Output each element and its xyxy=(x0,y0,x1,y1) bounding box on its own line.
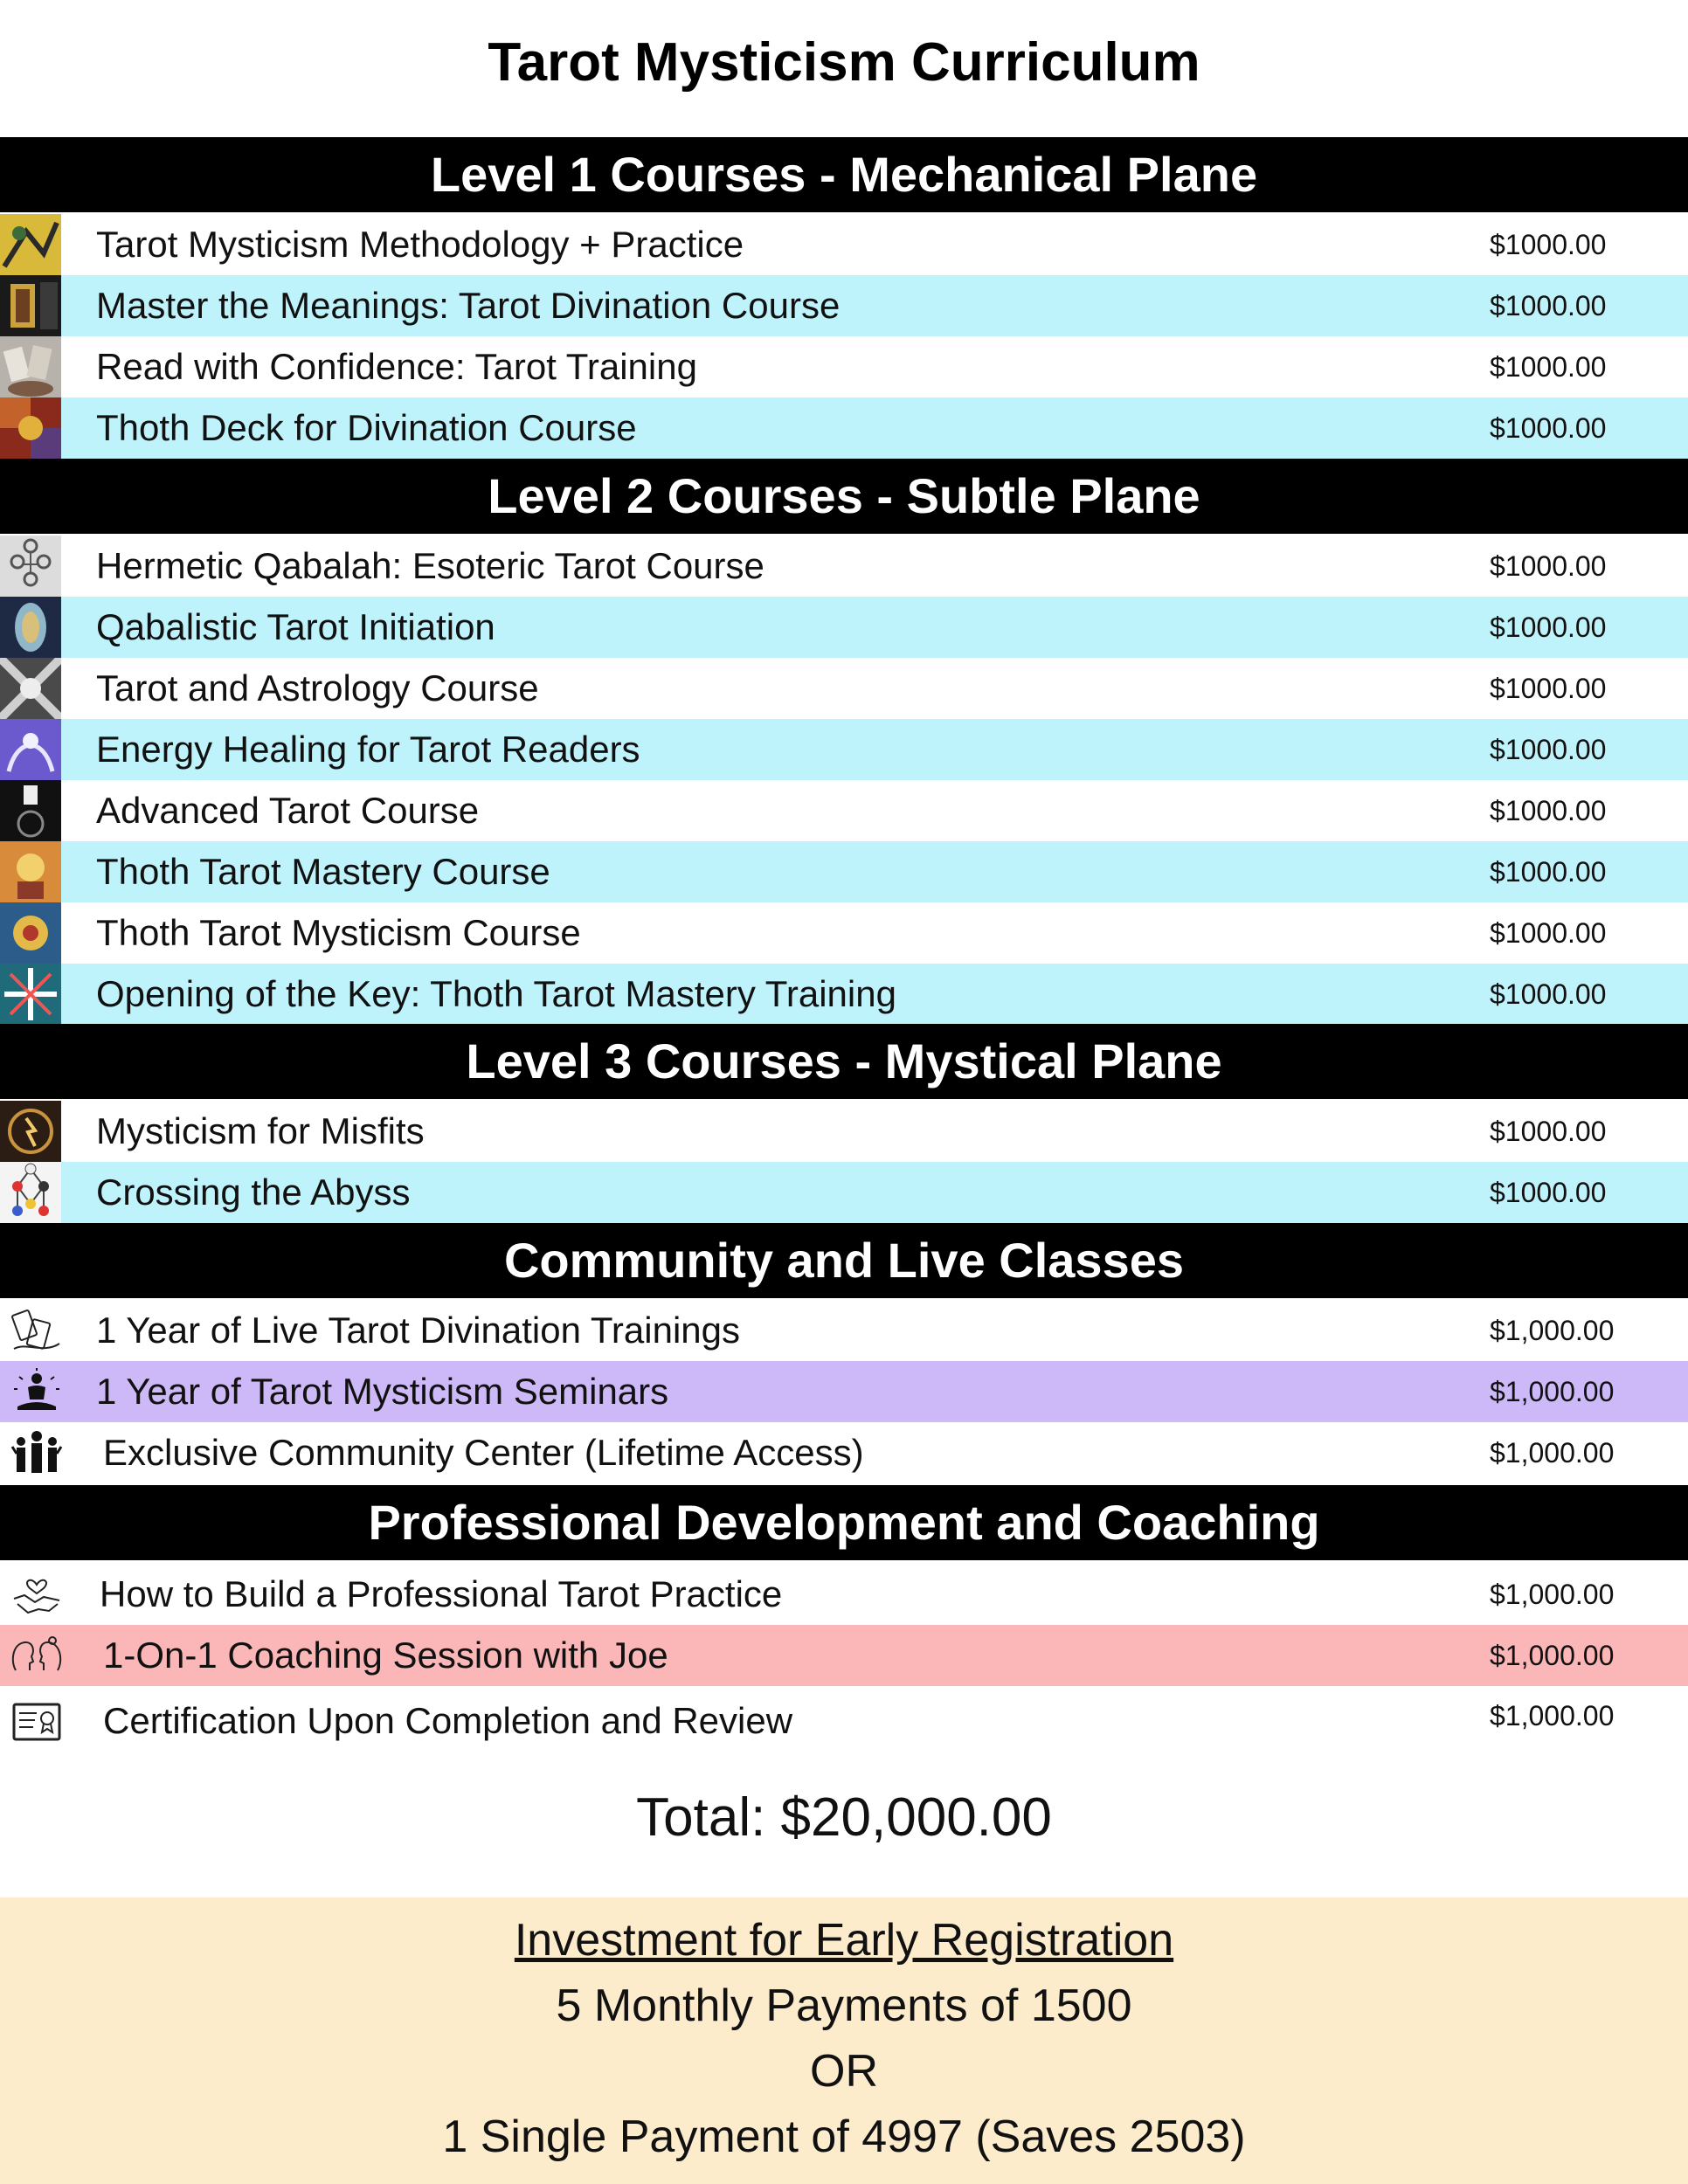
meditation-icon xyxy=(9,1366,65,1417)
course-thumbnail xyxy=(0,536,61,597)
list-item xyxy=(0,1162,1688,1223)
two-heads-icon xyxy=(9,1630,65,1681)
course-price: $1000.00 xyxy=(1490,412,1607,444)
handshake-heart-icon xyxy=(9,1569,65,1620)
section-heading-professional: Professional Development and Coaching xyxy=(0,1485,1688,1560)
investment-panel xyxy=(0,1897,1688,2184)
payment-option-separator: OR xyxy=(810,2046,878,2097)
course-title: Read with Confidence: Tarot Training xyxy=(96,346,697,387)
community-icon xyxy=(9,1427,65,1478)
course-price: $1000.00 xyxy=(1490,673,1607,704)
list-item xyxy=(0,1361,1688,1422)
course-price: $1000.00 xyxy=(1490,612,1607,643)
course-price: $1000.00 xyxy=(1490,351,1607,383)
list-item xyxy=(0,1300,1688,1361)
course-title: Mysticism for Misfits xyxy=(96,1110,425,1151)
list-item xyxy=(0,1625,1688,1686)
course-thumbnail xyxy=(0,841,61,902)
course-title: Thoth Deck for Divination Course xyxy=(96,407,637,448)
course-title: Tarot Mysticism Methodology + Practice xyxy=(96,224,744,265)
list-item xyxy=(0,1101,1688,1162)
course-title: Energy Healing for Tarot Readers xyxy=(96,729,640,770)
item-title: How to Build a Professional Tarot Practice xyxy=(100,1573,783,1614)
course-price: $1000.00 xyxy=(1490,856,1607,888)
item-price: $1,000.00 xyxy=(1490,1315,1615,1346)
course-title: Advanced Tarot Course xyxy=(96,790,480,831)
list-item xyxy=(0,1422,1688,1483)
course-thumbnail xyxy=(0,1101,61,1162)
item-price: $1,000.00 xyxy=(1490,1437,1615,1469)
list-item xyxy=(0,1564,1688,1625)
course-title: Hermetic Qabalah: Esoteric Tarot Course xyxy=(96,545,764,586)
course-thumbnail xyxy=(0,597,61,658)
course-title: Thoth Tarot Mastery Course xyxy=(96,851,550,892)
course-thumbnail xyxy=(0,275,61,336)
course-price: $1000.00 xyxy=(1490,795,1607,826)
course-thumbnail xyxy=(0,719,61,780)
course-thumbnail xyxy=(0,658,61,719)
course-title: Opening of the Key: Thoth Tarot Mastery Training xyxy=(96,973,896,1014)
list-item xyxy=(0,1690,1688,1752)
course-title: Qabalistic Tarot Initiation xyxy=(96,606,495,647)
list-item xyxy=(0,902,1688,964)
list-item xyxy=(0,964,1688,1025)
payment-option-single: 1 Single Payment of 4997 (Saves 2503) xyxy=(442,2111,1246,2162)
section-heading-community: Community and Live Classes xyxy=(0,1223,1688,1298)
total-price: Total: $20,000.00 xyxy=(636,1787,1052,1848)
course-title: Thoth Tarot Mysticism Course xyxy=(96,912,581,953)
list-item xyxy=(0,841,1688,902)
course-price: $1000.00 xyxy=(1490,550,1607,582)
section-heading-level-3: Level 3 Courses - Mystical Plane xyxy=(0,1024,1688,1099)
list-item xyxy=(0,719,1688,780)
item-price: $1,000.00 xyxy=(1490,1376,1615,1407)
item-price: $1,000.00 xyxy=(1490,1640,1615,1671)
list-item xyxy=(0,597,1688,658)
course-thumbnail xyxy=(0,780,61,841)
course-title: Crossing the Abyss xyxy=(96,1171,411,1213)
course-thumbnail xyxy=(0,902,61,964)
item-title: 1 Year of Tarot Mysticism Seminars xyxy=(96,1371,669,1412)
list-item xyxy=(0,336,1688,397)
course-price: $1000.00 xyxy=(1490,978,1607,1010)
item-title: 1 Year of Live Tarot Divination Trainings xyxy=(96,1310,741,1351)
page-title: Tarot Mysticism Curriculum xyxy=(488,32,1200,93)
section-heading-level-2: Level 2 Courses - Subtle Plane xyxy=(0,459,1688,534)
course-price: $1000.00 xyxy=(1490,1177,1607,1208)
list-item xyxy=(0,658,1688,719)
certificate-icon xyxy=(9,1696,65,1746)
item-title: Exclusive Community Center (Lifetime Access) xyxy=(103,1432,864,1473)
course-thumbnail xyxy=(0,397,61,459)
course-price: $1000.00 xyxy=(1490,734,1607,765)
cards-icon xyxy=(9,1305,65,1356)
investment-heading: Investment for Early Registration xyxy=(514,1915,1174,1966)
course-title: Master the Meanings: Tarot Divination Course xyxy=(96,285,841,326)
course-title: Tarot and Astrology Course xyxy=(96,667,539,708)
item-price: $1,000.00 xyxy=(1490,1700,1615,1731)
course-price: $1000.00 xyxy=(1490,917,1607,949)
payment-option-monthly: 5 Monthly Payments of 1500 xyxy=(556,1980,1132,2031)
list-item xyxy=(0,275,1688,336)
section-heading-level-1: Level 1 Courses - Mechanical Plane xyxy=(0,137,1688,212)
course-thumbnail xyxy=(0,336,61,397)
item-price: $1,000.00 xyxy=(1490,1579,1615,1610)
list-item xyxy=(0,780,1688,841)
course-price: $1000.00 xyxy=(1490,1116,1607,1147)
list-item xyxy=(0,214,1688,275)
course-thumbnail xyxy=(0,1162,61,1223)
course-price: $1000.00 xyxy=(1490,290,1607,321)
item-title: Certification Upon Completion and Review xyxy=(103,1700,793,1741)
course-price: $1000.00 xyxy=(1490,229,1607,260)
list-item xyxy=(0,397,1688,459)
list-item xyxy=(0,536,1688,597)
course-thumbnail xyxy=(0,214,61,275)
item-title: 1-On-1 Coaching Session with Joe xyxy=(103,1635,668,1676)
course-thumbnail xyxy=(0,964,61,1025)
